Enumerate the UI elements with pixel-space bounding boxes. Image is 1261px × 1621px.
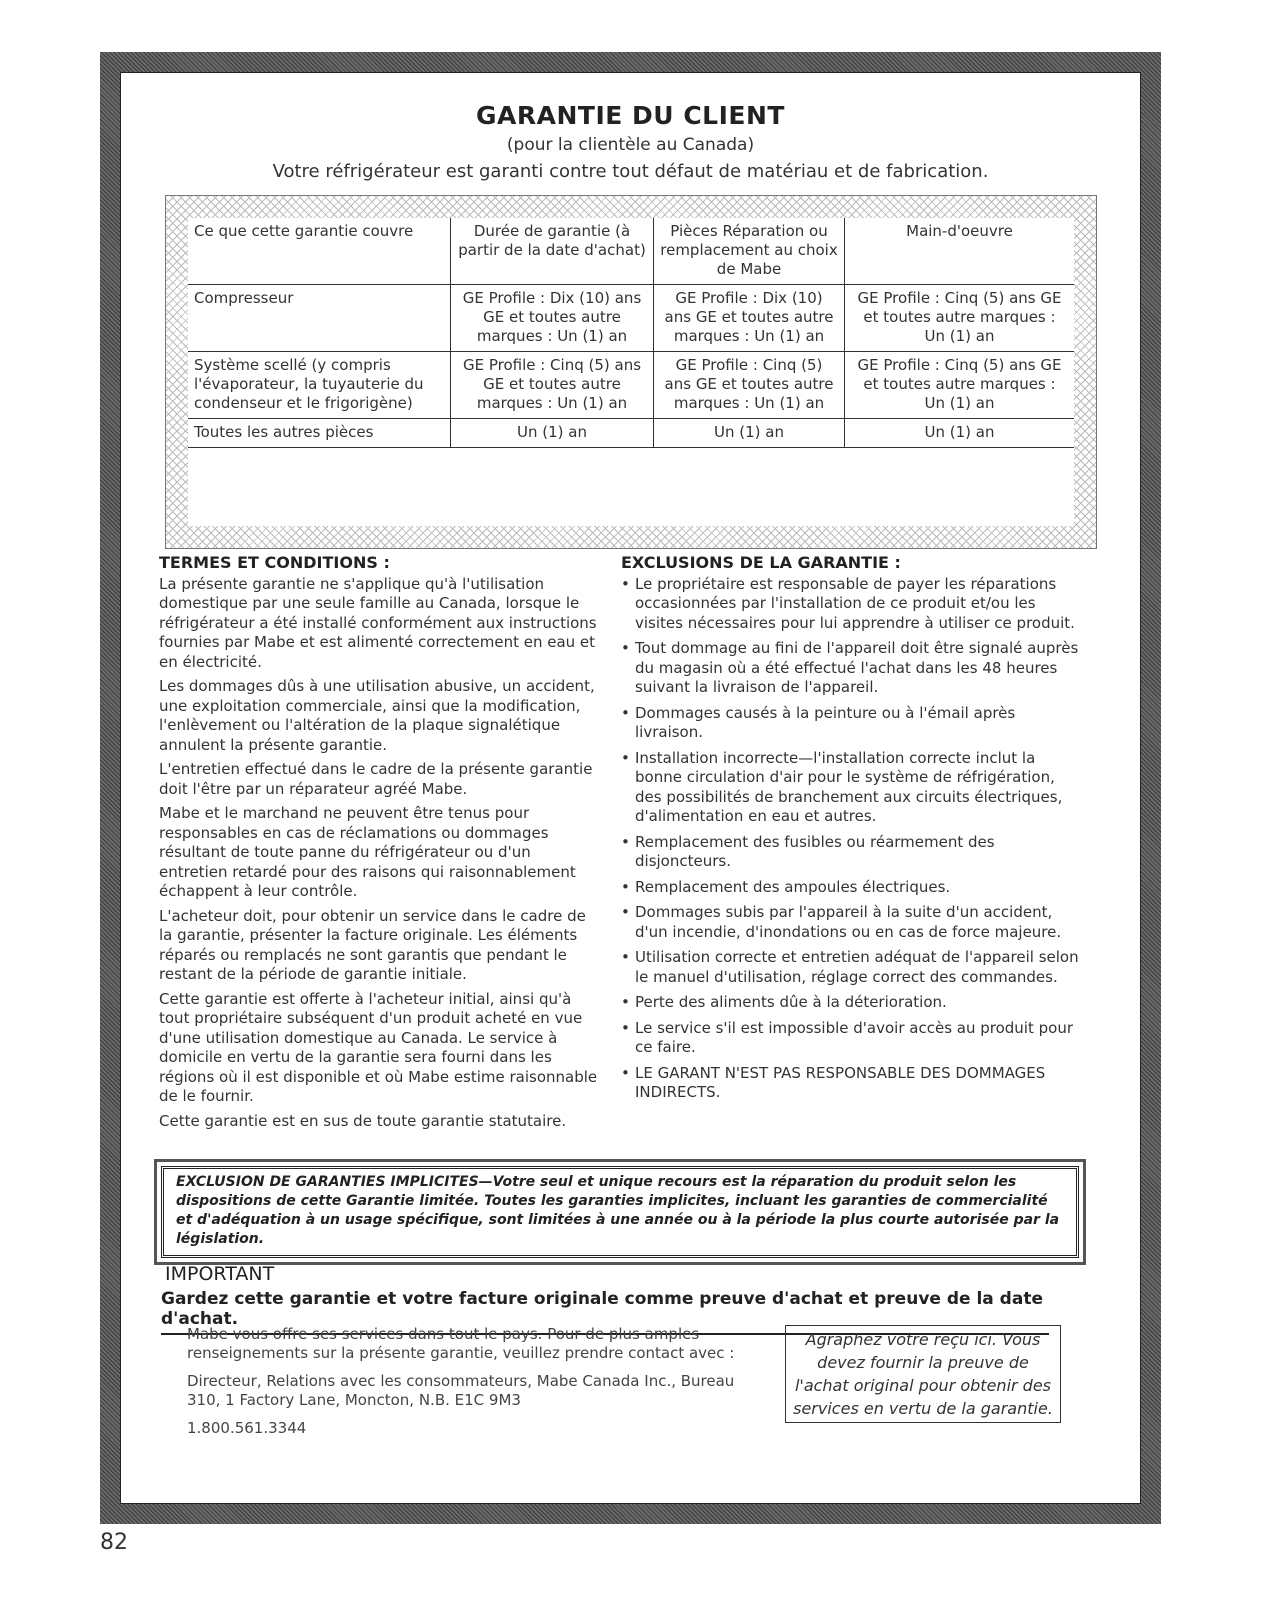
keep-warranty-notice: Gardez cette garantie et votre facture originale comme preuve d'achat et preuve de la date d'achat.: [161, 1289, 1049, 1335]
list-item: • Remplacement des ampoules électriques.: [621, 878, 1081, 898]
list-item: • Utilisation correcte et entretien adéquat de l'appareil selon le manuel d'utilisation, réglage correct des commandes.: [621, 948, 1081, 987]
terms-section: [159, 553, 599, 1136]
table-cell: GE Profile : Cinq (5) ans GE et toutes autre marques : Un (1) an: [654, 352, 845, 419]
contact-info: [187, 1325, 767, 1447]
page-border: [100, 52, 1161, 1524]
list-item: • Le service s'il est impossible d'avoir accès au produit pour ce faire.: [621, 1019, 1081, 1058]
list-item: • Dommages subis par l'appareil à la suite d'un accident, d'un incendie, d'inondations ou en cas de force majeure.: [621, 903, 1081, 942]
table-cell: GE Profile : Dix (10) ans GE et toutes autre marques : Un (1) an: [451, 285, 654, 352]
terms-paragraph: Mabe et le marchand ne peuvent être tenus pour responsables en cas de réclamations ou dommages résultant de toute panne du réfrigérateur ou d'un entretien retardé pour des raisons qui raisonnablement échappent à leur contrôle.: [159, 804, 576, 900]
terms-paragraph: Les dommages dûs à une utilisation abusive, un accident, une exploitation commerciale, ainsi que la modification, l'enlèvement ou l'altération de la plaque signalétique annulent la présente garantie.: [159, 677, 595, 754]
list-item: • Le propriétaire est responsable de payer les réparations occasionnées par l'installation de ce produit et/ou les visites nécessaires pour lui apprendre à utiliser ce produit.: [621, 575, 1081, 634]
terms-paragraph: Cette garantie est offerte à l'acheteur initial, ainsi qu'à tout propriétaire subséquent d'un produit acheté en vue d'une utilisation domestique au Canada. Le service à domicile en vertu de la garantie sera fourni dans les régions où il est disponible et où Mabe estime raisonnable de le fournir.: [159, 989, 598, 1105]
table-header-cell: Pièces Réparation ou remplacement au choix de Mabe: [654, 218, 845, 285]
table-header-cell: Durée de garantie (à partir de la date d'achat): [451, 218, 654, 285]
table-cell: Système scellé (y compris l'évaporateur, la tuyauterie du condenseur et le frigorigène): [188, 352, 451, 419]
list-item: • Tout dommage au fini de l'appareil doit être signalé auprès du magasin où a été effectué l'achat dans les 48 heures suivant la livraison de l'appareil.: [621, 639, 1081, 698]
table-cell: Un (1) an: [654, 419, 845, 448]
table-header-cell: Main-d'oeuvre: [845, 218, 1075, 285]
page-title: GARANTIE DU CLIENT: [476, 101, 785, 130]
table-cell: GE Profile : Cinq (5) ans GE et toutes autre marques : Un (1) an: [451, 352, 654, 419]
exclusions-heading: EXCLUSIONS DE LA GARANTIE :: [621, 553, 901, 572]
table-cell: Compresseur: [188, 285, 451, 352]
list-item: • Remplacement des fusibles ou réarmement des disjoncteurs.: [621, 833, 1081, 872]
staple-receipt-box: Agraphez votre reçu ici. Vous devez fournir la preuve de l'achat original pour obtenir des services en vertu de la garantie.: [785, 1325, 1061, 1423]
exclusions-list: [621, 575, 1081, 1103]
list-item: • Installation incorrecte—l'installation correcte inclut la bonne circulation d'air pour le système de réfrigération, des possibilités de branchement aux circuits électriques, d'alimentation en eau et autres.: [621, 749, 1081, 827]
page-number: 82: [100, 1530, 128, 1555]
table-cell: GE Profile : Cinq (5) ans GE et toutes autre marques : Un (1) an: [845, 285, 1075, 352]
table-header-cell: Ce que cette garantie couvre: [188, 218, 451, 285]
table-cell: GE Profile : Cinq (5) ans GE et toutes autre marques : Un (1) an: [845, 352, 1075, 419]
implied-warranty-exclusion: EXCLUSION DE GARANTIES IMPLICITES—Votre seul et unique recours est la réparation du produit selon les dispositions de cette Garantie limitée. Toutes les garanties implicites, incluant les garanties de commercialité et d'adéquation à un usage spécifique, sont limitées à une année ou à la période la plus courte autorisée par la législation.: [161, 1166, 1079, 1258]
coverage-table-frame: [165, 195, 1097, 549]
list-item: • Dommages causés à la peinture ou à l'émail après livraison.: [621, 704, 1081, 743]
important-label: IMPORTANT: [165, 1263, 275, 1285]
contact-address: Directeur, Relations avec les consommateurs, Mabe Canada Inc., Bureau 310, 1 Factory Lane, Moncton, N.B. E1C 9M3: [187, 1372, 735, 1409]
warranty-panel: [120, 72, 1141, 1504]
list-item: • Perte des aliments dûe à la déterioration.: [621, 993, 1081, 1013]
table-cell: Un (1) an: [451, 419, 654, 448]
table-row: [188, 285, 1074, 352]
terms-paragraph: Cette garantie est en sus de toute garantie statutaire.: [159, 1111, 567, 1130]
list-item: • LE GARANT N'EST PAS RESPONSABLE DES DOMMAGES INDIRECTS.: [621, 1064, 1081, 1103]
table-row: [188, 352, 1074, 419]
terms-paragraph: L'acheteur doit, pour obtenir un service dans le cadre de la garantie, présenter la facture originale. Les éléments réparés ou remplacés ne sont garantis que pendant le restant de la période de garantie initiale.: [159, 906, 586, 983]
exclusions-section: [621, 553, 1081, 1109]
intro-text: Votre réfrigérateur est garanti contre tout défaut de matériau et de fabrication.: [272, 161, 989, 182]
terms-heading: TERMES ET CONDITIONS :: [159, 553, 390, 572]
terms-paragraph: L'entretien effectué dans le cadre de la présente garantie doit l'être par un réparateur agréé Mabe.: [159, 760, 593, 798]
contact-intro: Mabe vous offre ses services dans tout le pays. Pour de plus amples renseignements sur la présente garantie, veuillez prendre contact avec :: [187, 1325, 735, 1362]
table-cell: GE Profile : Dix (10) ans GE et toutes autre marques : Un (1) an: [654, 285, 845, 352]
contact-phone: 1.800.561.3344: [187, 1419, 307, 1437]
table-header-row: [188, 218, 1074, 285]
page-subtitle: (pour la clientèle au Canada): [506, 135, 755, 155]
terms-paragraph: La présente garantie ne s'applique qu'à l'utilisation domestique par une seule famille au Canada, lorsque le réfrigérateur a été installé conformément aux instructions fournies par Mabe et est alimenté correctement en eau et en électricité.: [159, 574, 597, 671]
coverage-table: [188, 218, 1074, 448]
table-cell: Un (1) an: [845, 419, 1075, 448]
table-row: [188, 419, 1074, 448]
table-cell: Toutes les autres pièces: [188, 419, 451, 448]
